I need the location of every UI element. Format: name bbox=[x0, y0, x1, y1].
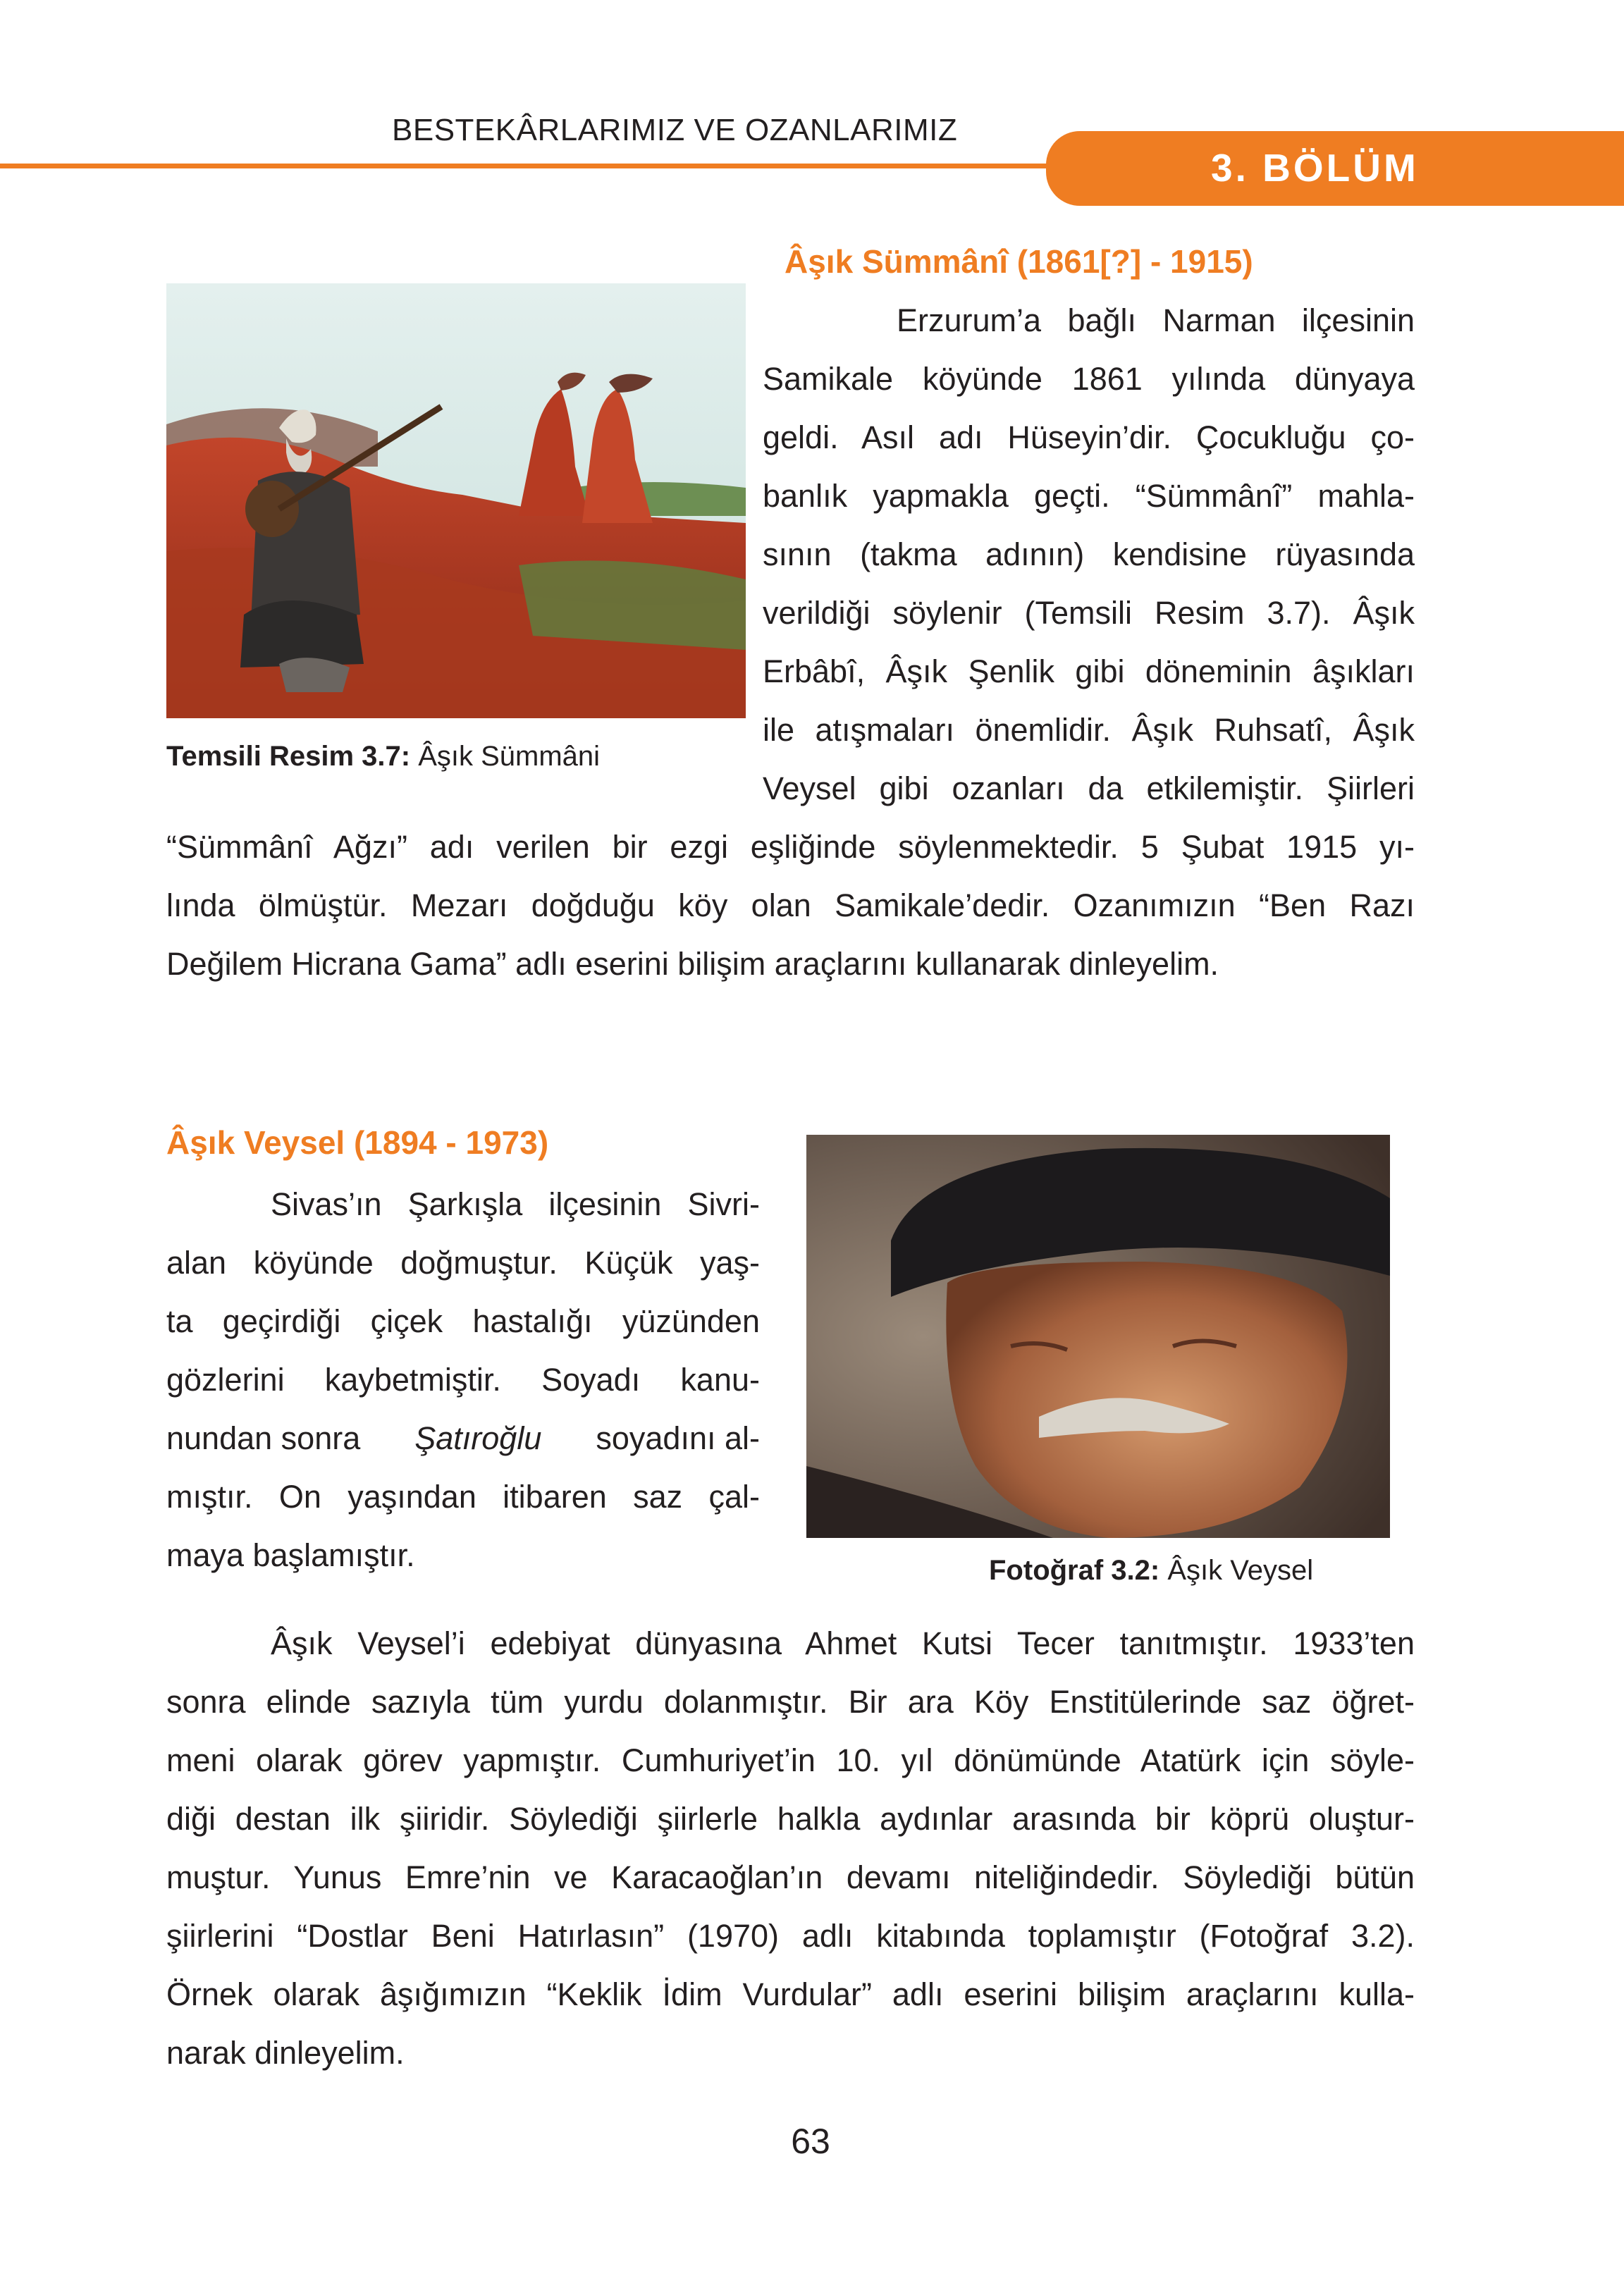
illustration-asik-summani bbox=[166, 283, 746, 718]
text-line: meni olarak görev yapmıştır. Cumhuriyet’in 10. yıl dönümünde Atatürk için söyle- bbox=[166, 1742, 1415, 1778]
emphasis-satiroglu: Şatıroğlu bbox=[414, 1420, 542, 1456]
text-line: maya başlamıştır. bbox=[166, 1537, 415, 1573]
text-line: Erbâbî, Âşık Şenlik gibi döneminin âşıkları bbox=[763, 653, 1415, 689]
section-heading-veysel: Âşık Veysel (1894 - 1973) bbox=[166, 1124, 549, 1161]
text-line: Samikale köyünde 1861 yılında dünyaya bbox=[763, 361, 1415, 397]
running-header: BESTEKÂRLARIMIZ VE OZANLARIMIZ bbox=[392, 113, 958, 147]
caption-temsili-resim bbox=[166, 741, 600, 772]
text-line: banlık yapmakla geçti. “Sümmânî” mahla- bbox=[763, 478, 1415, 514]
text-line: Değilem Hicrana Gama” adlı eserini bilişim araçlarını kullanarak dinleyelim. bbox=[166, 946, 1219, 982]
photo-asik-veysel bbox=[806, 1135, 1390, 1538]
chapter-label: 3. BÖLÜM bbox=[1211, 146, 1419, 190]
text-fragment: soyadını al- bbox=[596, 1420, 760, 1456]
text-line: şiirlerini “Dostlar Beni Hatırlasın” (1970) adlı kitabında toplamıştır (Fotoğraf 3.2). bbox=[166, 1918, 1415, 1954]
text-line bbox=[166, 1422, 760, 1454]
caption-label: Fotoğraf 3.2: bbox=[989, 1555, 1160, 1586]
section-heading-summani: Âşık Sümmânî (1861[?] - 1915) bbox=[785, 243, 1253, 280]
text-line: Âşık Veysel’i edebiyat dünyasına Ahmet Kutsi Tecer tanıtmıştır. 1933’ten bbox=[271, 1625, 1415, 1661]
text-line: muştur. Yunus Emre’nin ve Karacaoğlan’ın devamı niteliğindedir. Söylediği bütün bbox=[166, 1859, 1415, 1895]
text-line: alan köyünde doğmuştur. Küçük yaş- bbox=[166, 1245, 760, 1281]
text-line: mıştır. On yaşından itibaren saz çal- bbox=[166, 1479, 760, 1515]
text-line: narak dinleyelim. bbox=[166, 2035, 405, 2071]
text-line: ta geçirdiği çiçek hastalığı yüzünden bbox=[166, 1303, 760, 1339]
caption-text: Âşık Veysel bbox=[1159, 1555, 1314, 1586]
text-line: geldi. Asıl adı Hüseyin’dir. Çocukluğu ço- bbox=[763, 419, 1415, 455]
text-line: lında ölmüştür. Mezarı doğduğu köy olan Samikale’dedir. Ozanımızın “Ben Razı bbox=[166, 887, 1415, 923]
text-line: diği destan ilk şiiridir. Söylediği şiirlerle halkla aydınlar arasında bir köprü oluştur- bbox=[166, 1801, 1415, 1837]
text-line: ile atışmaları önemlidir. Âşık Ruhsatî, Âşık bbox=[763, 712, 1415, 748]
text-line: Veysel gibi ozanları da etkilemiştir. Şiirleri bbox=[763, 770, 1415, 806]
text-line: Örnek olarak âşığımızın “Keklik İdim Vurdular” adlı eserini bilişim araçlarını kulla- bbox=[166, 1976, 1415, 2012]
header-rule bbox=[0, 164, 1057, 168]
text-line: sının (takma adının) kendisine rüyasında bbox=[763, 536, 1415, 572]
text-line: Sivas’ın Şarkışla ilçesinin Sivri- bbox=[271, 1186, 760, 1222]
caption-fotograf bbox=[989, 1555, 1313, 1587]
text-line: verildiği söylenir (Temsili Resim 3.7). Âşık bbox=[763, 595, 1415, 631]
caption-text: Âşık Sümmâni bbox=[410, 741, 601, 772]
text-line: Erzurum’a bağlı Narman ilçesinin bbox=[897, 302, 1415, 338]
text-line: sonra elinde sazıyla tüm yurdu dolanmıştır. Bir ara Köy Enstitülerinde saz öğret- bbox=[166, 1684, 1415, 1720]
page-number: 63 bbox=[791, 2122, 830, 2161]
text-line: “Sümmânî Ağzı” adı verilen bir ezgi eşliğinde söylenmektedir. 5 Şubat 1915 yı- bbox=[166, 829, 1415, 865]
caption-label: Temsili Resim 3.7: bbox=[166, 741, 411, 772]
text-line: gözlerini kaybetmiştir. Soyadı kanu- bbox=[166, 1362, 760, 1398]
text-fragment: nundan sonra bbox=[166, 1420, 361, 1456]
